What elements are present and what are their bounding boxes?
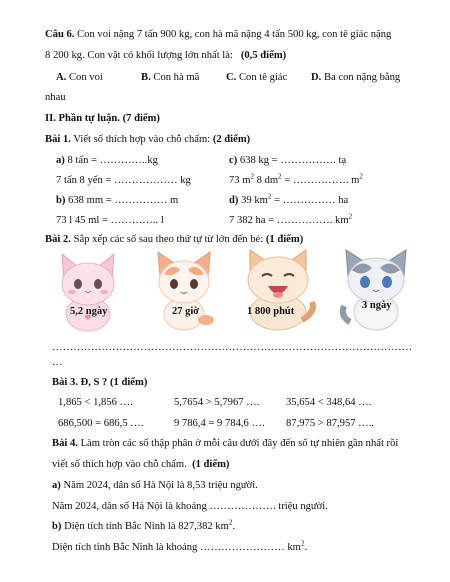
- cat-orange-illustration: [150, 248, 218, 332]
- cat-label-3: 1 800 phút: [247, 306, 295, 317]
- bai4-instr2: viết số thích hợp vào chỗ chấm. (1 điểm): [52, 459, 230, 470]
- cat-label-4: 3 ngày: [362, 300, 392, 311]
- bai1-c2: 73 $m^2$ 8 $dm^2$ = ……………. $m^2$: [229, 172, 363, 186]
- bai4-heading: Bài 4. Làm tròn các số thập phân ở mỗi câu dưới đây đến số tự nhiên gần nhất rồi: [52, 438, 399, 449]
- cat-label-2: 27 giờ: [172, 306, 200, 317]
- bai1-d1: d) 39 $km^2$ = …………… ha: [229, 192, 349, 206]
- bai4-b-text: b) Diện tích tỉnh Bắc Ninh là 827,382 $km^2$.: [52, 518, 236, 532]
- bai1-a2: 7 tấn 8 yến = ……………… kg: [56, 175, 191, 186]
- bai3-r1c3: 35,654 < 348,64 ….: [286, 397, 372, 408]
- q6-option-b: B. Con hà mã: [141, 72, 200, 83]
- bai3-r1c1: 1,865 < 1,856 ….: [58, 397, 133, 408]
- cat-pink-illustration: [52, 250, 124, 332]
- bai1-c1: c) 638 kg = ……………. tạ: [229, 155, 347, 166]
- bai1-b1: b) 638 mm = …………… m: [56, 195, 179, 206]
- bai2-heading: Bài 2. Sắp xếp các số sau theo thứ tự từ lớn đến bé: (1 điểm): [45, 234, 304, 245]
- q6-option-d-cont: nhau: [45, 92, 66, 103]
- bai2-answer-line: …………………………………………………………………………………………: [52, 342, 413, 353]
- q6-option-d: D. Ba con nặng bằng: [311, 72, 401, 83]
- bai1-d2: 7 382 ha = ……………. $km^2$: [229, 212, 353, 226]
- cat-grey-illustration: [338, 246, 414, 334]
- bai4-a-text: a) Năm 2024, dân số Hà Nội là 8,53 triệu người.: [52, 480, 258, 491]
- q6-option-c: C. Con tê giác: [226, 72, 288, 83]
- bai3-heading: Bài 3. Đ, S ? (1 điểm): [52, 377, 148, 388]
- cat-label-1: 5,2 ngày: [70, 306, 108, 317]
- q6-line2: 8 200 kg. Con vật có khối lượng lớn nhất là: (0,5 điểm): [45, 50, 287, 61]
- bai3-r1c2: 5,7654 > 5,7967 ….: [174, 397, 260, 408]
- bai3-r2c3: 87,975 > 87,957 …..: [286, 418, 375, 429]
- bai4-a-fill: Năm 2024, dân số Hà Nội là khoảng ………………. triệu người.: [52, 501, 328, 512]
- section-title: II. Phần tự luận. (7 điểm): [45, 113, 160, 124]
- q6-option-a: A. Con voi: [56, 72, 103, 83]
- bai1-a1: a) 8 tấn = …………..kg: [56, 155, 158, 166]
- bai1-heading: Bài 1. Viết số thích hợp vào chỗ chấm: (2 điểm): [45, 134, 251, 145]
- bai3-r2c1: 686,500 = 686,5 ….: [58, 418, 144, 429]
- bai1-b2: 73 l 45 ml = ………….. l: [56, 215, 164, 226]
- bai2-answer-cont: …: [52, 357, 63, 368]
- q6-line1: Câu 6. Con voi nặng 7 tấn 900 kg, con hà mã nặng 4 tấn 500 kg, con tê giác nặng: [45, 29, 392, 40]
- bai4-b-fill: Diện tích tỉnh Bắc Ninh là khoảng …………………… $km^2$.: [52, 539, 308, 553]
- cat-laughing-illustration: [238, 246, 318, 332]
- bai3-r2c2: 9 786,4 = 9 784,6 ….: [174, 418, 265, 429]
